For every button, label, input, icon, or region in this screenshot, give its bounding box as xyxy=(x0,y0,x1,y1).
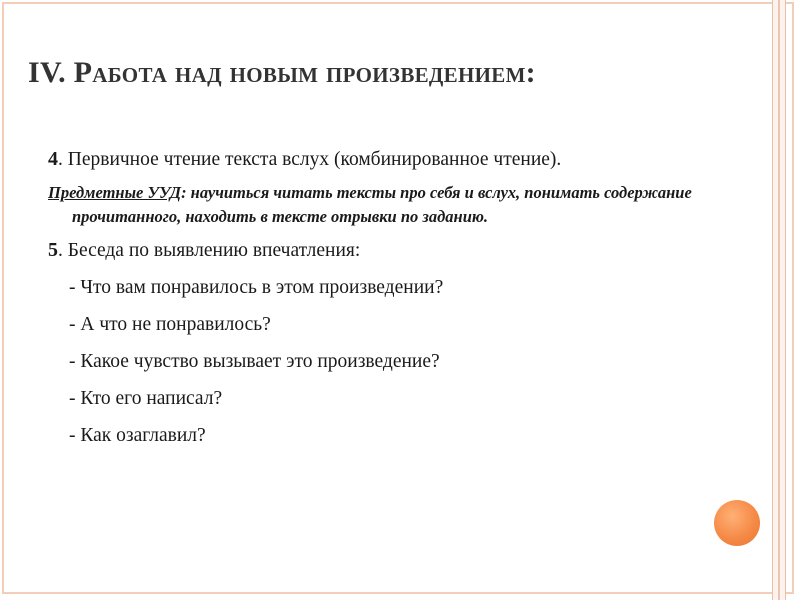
question-3: - Какое чувство вызывает это произведение? xyxy=(69,351,440,372)
slide-content xyxy=(48,144,708,451)
question-5: - Как озаглавил? xyxy=(69,425,206,446)
question-1: - Что вам понравилось в этом произведении? xyxy=(69,277,444,298)
item-4 xyxy=(48,144,708,175)
item-5-number: 5 xyxy=(48,239,58,261)
question-4: - Кто его написал? xyxy=(69,388,223,409)
orange-circle-decoration xyxy=(714,500,760,546)
slide-title: IV. Работа над новым произведением: xyxy=(28,56,536,89)
subject-uud-label: Предметные УУД xyxy=(48,183,182,202)
subject-uud-text: : научиться читать тексты про себя и вслух, понимать содержание прочитанного, находить в тексте отрывки по заданию. xyxy=(72,183,692,226)
item-4-text: . Первичное чтение текста вслух (комбинированное чтение). xyxy=(58,149,562,170)
right-decorative-band xyxy=(772,0,786,600)
item-5-text: . Беседа по выявлению впечатления: xyxy=(58,240,361,261)
question-2: - А что не понравилось? xyxy=(69,314,271,335)
item-5 xyxy=(48,235,708,266)
subject-uud xyxy=(48,181,708,229)
item-4-number: 4 xyxy=(48,148,58,170)
